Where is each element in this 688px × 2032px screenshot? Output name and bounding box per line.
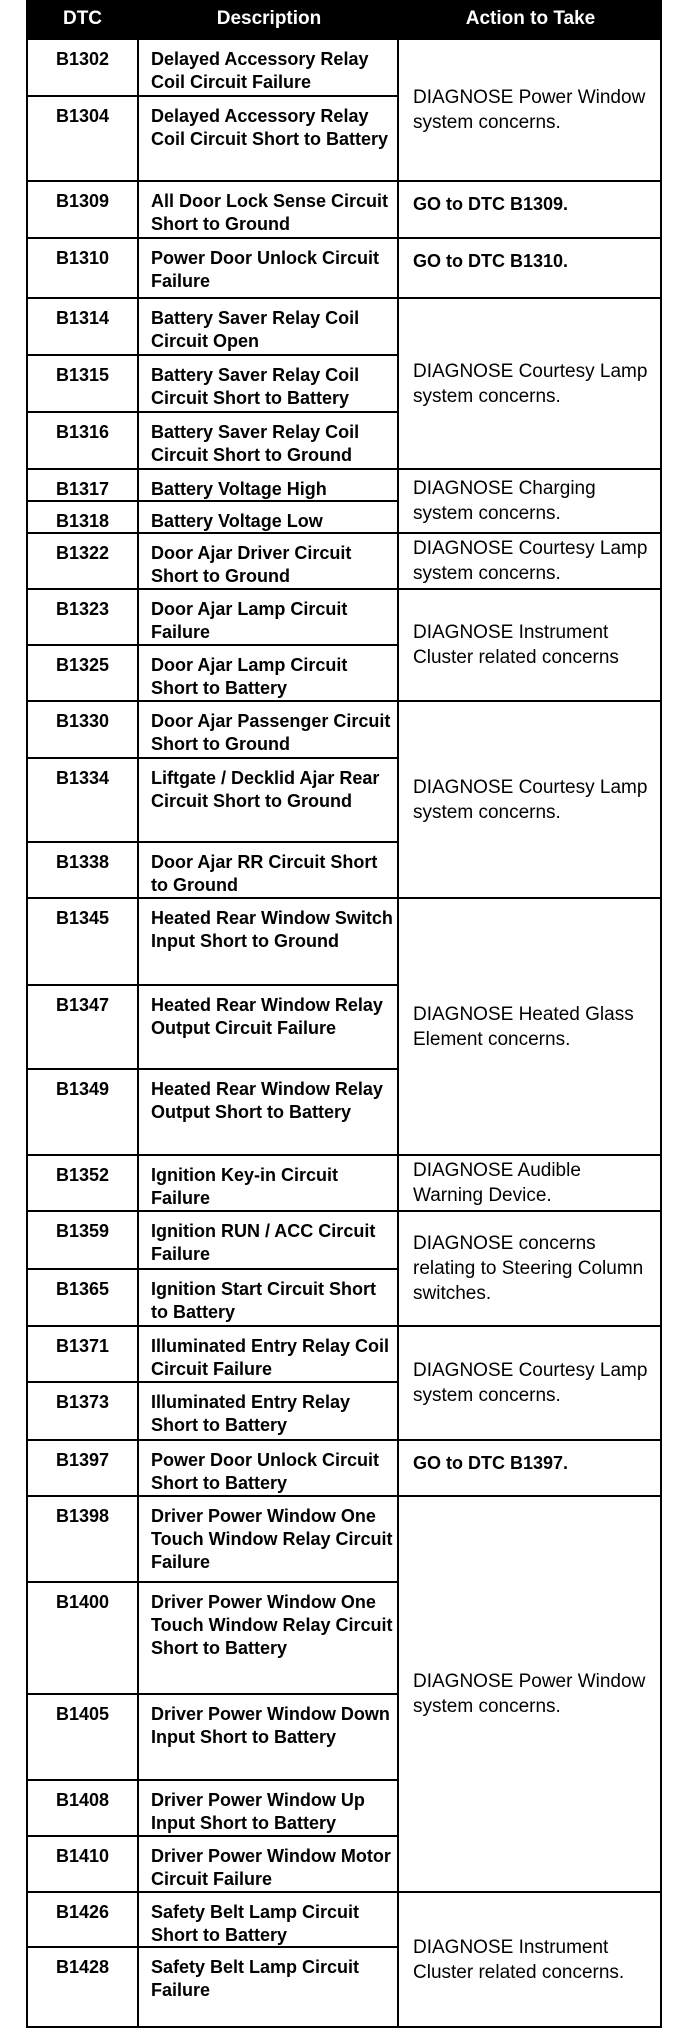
action-cell bbox=[397, 1210, 662, 1327]
dtc-code-cell: B1314 bbox=[26, 297, 139, 356]
dtc-code-cell: B1310 bbox=[26, 237, 139, 299]
action-cell bbox=[397, 1154, 662, 1212]
dtc-description-cell: Door Ajar Lamp Circuit Failure bbox=[137, 588, 399, 646]
dtc-description-cell: Door Ajar Driver Circuit Short to Ground bbox=[137, 532, 399, 590]
dtc-description-cell: Heated Rear Window Relay Output Circuit Failure bbox=[137, 984, 399, 1070]
dtc-code-cell: B1345 bbox=[26, 897, 139, 986]
dtc-description-cell: Battery Saver Relay Coil Circuit Open bbox=[137, 297, 399, 356]
dtc-code-cell: B1349 bbox=[26, 1068, 139, 1156]
dtc-code-cell: B1371 bbox=[26, 1325, 139, 1383]
dtc-description-cell: Heated Rear Window Relay Output Short to Battery bbox=[137, 1068, 399, 1156]
dtc-code-cell: B1365 bbox=[26, 1268, 139, 1327]
dtc-description-cell: Illuminated Entry Relay Short to Battery bbox=[137, 1381, 399, 1441]
dtc-description-cell: Safety Belt Lamp Circuit Failure bbox=[137, 1946, 399, 2028]
action-text: DIAGNOSE Courtesy Lamp system concerns. bbox=[413, 360, 648, 407]
dtc-description-cell: All Door Lock Sense Circuit Short to Ground bbox=[137, 180, 399, 239]
dtc-description-cell: Battery Voltage Low bbox=[137, 500, 399, 534]
action-cell bbox=[397, 1325, 662, 1441]
header-description: Description bbox=[139, 0, 399, 38]
dtc-code-cell: B1315 bbox=[26, 354, 139, 413]
dtc-code-cell: B1408 bbox=[26, 1779, 139, 1837]
action-cell bbox=[397, 897, 662, 1156]
dtc-code-cell: B1304 bbox=[26, 95, 139, 182]
dtc-code-cell: B1338 bbox=[26, 841, 139, 899]
dtc-description-cell: Driver Power Window Up Input Short to Battery bbox=[137, 1779, 399, 1837]
dtc-description-cell: Power Door Unlock Circuit Short to Battery bbox=[137, 1439, 399, 1497]
dtc-code-cell: B1405 bbox=[26, 1693, 139, 1781]
dtc-code-cell: B1397 bbox=[26, 1439, 139, 1497]
action-text: DIAGNOSE Heated Glass Element concerns. bbox=[413, 1003, 634, 1050]
dtc-code-cell: B1359 bbox=[26, 1210, 139, 1270]
action-text: DIAGNOSE Instrument Cluster related concerns bbox=[413, 622, 619, 668]
dtc-code-cell: B1400 bbox=[26, 1581, 139, 1695]
header-dtc: DTC bbox=[26, 0, 139, 38]
dtc-code-cell: B1347 bbox=[26, 984, 139, 1070]
dtc-code-cell: B1334 bbox=[26, 757, 139, 843]
action-cell bbox=[397, 1439, 662, 1497]
dtc-description-cell: Delayed Accessory Relay Coil Circuit Short to Battery bbox=[137, 95, 399, 182]
action-cell bbox=[397, 532, 662, 590]
action-cell bbox=[397, 297, 662, 470]
dtc-description-cell: Liftgate / Decklid Ajar Rear Circuit Short to Ground bbox=[137, 757, 399, 843]
action-cell bbox=[397, 1495, 662, 1893]
action-cell bbox=[397, 700, 662, 899]
action-text: DIAGNOSE Charging system concerns. bbox=[413, 478, 596, 524]
action-text: GO to DTC B1309. bbox=[413, 194, 569, 214]
dtc-code-cell: B1302 bbox=[26, 38, 139, 97]
action-cell bbox=[397, 588, 662, 702]
dtc-description-cell: Door Ajar Passenger Circuit Short to Ground bbox=[137, 700, 399, 759]
dtc-description-cell: Door Ajar RR Circuit Short to Ground bbox=[137, 841, 399, 899]
action-cell bbox=[397, 38, 662, 182]
dtc-code-cell: B1323 bbox=[26, 588, 139, 646]
action-text: DIAGNOSE Power Window system concerns. bbox=[413, 1671, 646, 1717]
dtc-code-cell: B1316 bbox=[26, 411, 139, 470]
dtc-code-cell: B1317 bbox=[26, 468, 139, 502]
action-cell bbox=[397, 180, 662, 239]
dtc-code-cell: B1410 bbox=[26, 1835, 139, 1893]
dtc-code-cell: B1352 bbox=[26, 1154, 139, 1212]
dtc-description-cell: Door Ajar Lamp Circuit Short to Battery bbox=[137, 644, 399, 702]
action-text: DIAGNOSE Courtesy Lamp system concerns. bbox=[413, 538, 648, 584]
header-action: Action to Take bbox=[399, 0, 662, 38]
dtc-description-cell: Driver Power Window One Touch Window Relay Circuit Short to Battery bbox=[137, 1581, 399, 1695]
dtc-code-cell: B1398 bbox=[26, 1495, 139, 1583]
action-text: DIAGNOSE Courtesy Lamp system concerns. bbox=[413, 776, 648, 823]
dtc-code-cell: B1428 bbox=[26, 1946, 139, 2028]
dtc-description-cell: Ignition Start Circuit Short to Battery bbox=[137, 1268, 399, 1327]
dtc-table bbox=[26, 0, 662, 2028]
dtc-code-cell: B1426 bbox=[26, 1891, 139, 1948]
action-text: GO to DTC B1397. bbox=[413, 1453, 569, 1473]
action-text: DIAGNOSE concerns relating to Steering Column switches. bbox=[413, 1233, 644, 1304]
action-cell bbox=[397, 468, 662, 534]
dtc-code-cell: B1373 bbox=[26, 1381, 139, 1441]
dtc-description-cell: Battery Saver Relay Coil Circuit Short to Battery bbox=[137, 354, 399, 413]
dtc-code-cell: B1309 bbox=[26, 180, 139, 239]
dtc-description-cell: Illuminated Entry Relay Coil Circuit Failure bbox=[137, 1325, 399, 1383]
dtc-description-cell: Driver Power Window One Touch Window Relay Circuit Failure bbox=[137, 1495, 399, 1583]
dtc-description-cell: Heated Rear Window Switch Input Short to Ground bbox=[137, 897, 399, 986]
dtc-description-cell: Ignition Key-in Circuit Failure bbox=[137, 1154, 399, 1212]
dtc-description-cell: Battery Saver Relay Coil Circuit Short to Ground bbox=[137, 411, 399, 470]
action-cell bbox=[397, 1891, 662, 2028]
dtc-description-cell: Safety Belt Lamp Circuit Short to Battery bbox=[137, 1891, 399, 1948]
dtc-description-cell: Delayed Accessory Relay Coil Circuit Failure bbox=[137, 38, 399, 97]
dtc-code-cell: B1322 bbox=[26, 532, 139, 590]
dtc-code-cell: B1318 bbox=[26, 500, 139, 534]
action-text: DIAGNOSE Power Window system concerns. bbox=[413, 87, 646, 133]
dtc-code-cell: B1330 bbox=[26, 700, 139, 759]
dtc-description-cell: Ignition RUN / ACC Circuit Failure bbox=[137, 1210, 399, 1270]
dtc-description-cell: Power Door Unlock Circuit Failure bbox=[137, 237, 399, 299]
action-cell bbox=[397, 237, 662, 299]
dtc-code-cell: B1325 bbox=[26, 644, 139, 702]
action-text: DIAGNOSE Audible Warning Device. bbox=[413, 1160, 581, 1206]
dtc-description-cell: Driver Power Window Down Input Short to Battery bbox=[137, 1693, 399, 1781]
dtc-description-cell: Driver Power Window Motor Circuit Failure bbox=[137, 1835, 399, 1893]
action-text: DIAGNOSE Instrument Cluster related concerns. bbox=[413, 1936, 625, 1983]
action-text: GO to DTC B1310. bbox=[413, 251, 569, 271]
dtc-description-cell: Battery Voltage High bbox=[137, 468, 399, 502]
action-text: DIAGNOSE Courtesy Lamp system concerns. bbox=[413, 1360, 648, 1406]
